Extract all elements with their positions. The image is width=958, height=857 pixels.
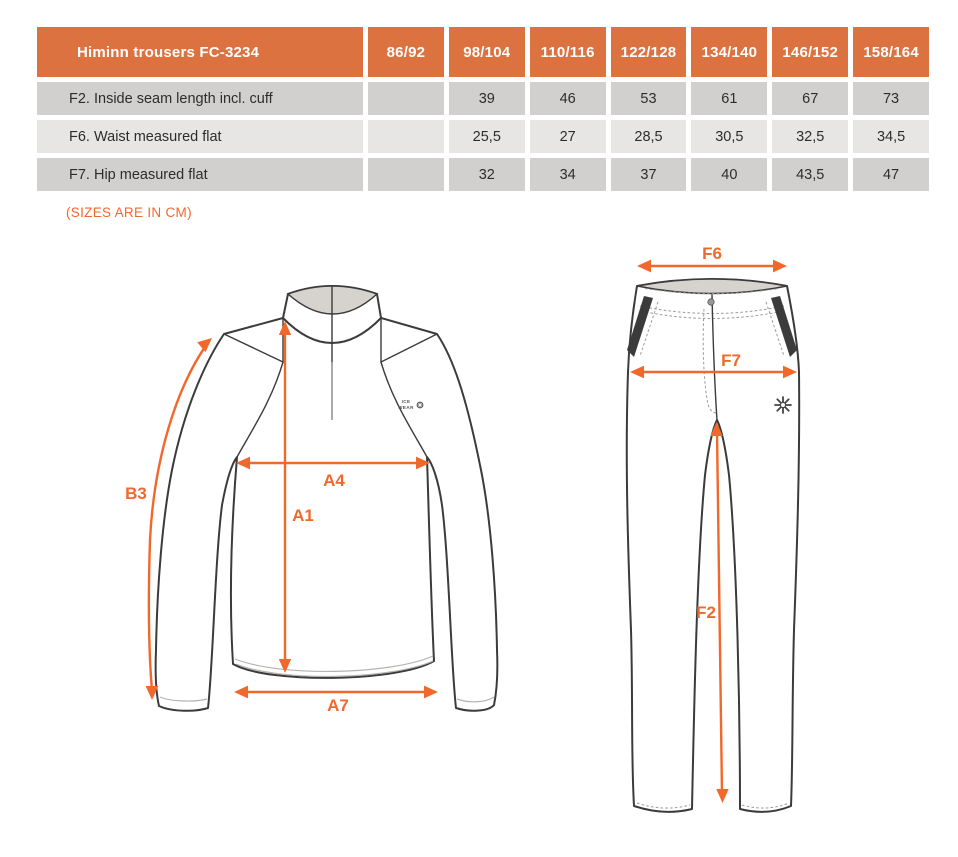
label-a7: A7 <box>327 696 349 715</box>
cell-value: 30,5 <box>691 120 767 153</box>
label-f7: F7 <box>721 351 741 370</box>
arrow-f6 <box>637 244 787 272</box>
cell-value: 46 <box>530 82 606 115</box>
label-f6: F6 <box>702 244 722 263</box>
sweater-outline <box>156 286 498 711</box>
cell-value: 34 <box>530 158 606 191</box>
cell-value: 28,5 <box>611 120 687 153</box>
cell-value: 73 <box>853 82 929 115</box>
cell-value: 32,5 <box>772 120 848 153</box>
label-a4: A4 <box>323 471 345 490</box>
cell-value: 32 <box>449 158 525 191</box>
cell-value: 40 <box>691 158 767 191</box>
cell-value: 34,5 <box>853 120 929 153</box>
size-column-header: 134/140 <box>691 27 767 77</box>
cell-value: 47 <box>853 158 929 191</box>
size-column-header: 122/128 <box>611 27 687 77</box>
row-label: F6. Waist measured flat <box>37 120 363 153</box>
cell-value: 53 <box>611 82 687 115</box>
size-column-header: 146/152 <box>772 27 848 77</box>
logo-text-bottom: WEAR <box>398 405 414 410</box>
cell-value: 25,5 <box>449 120 525 153</box>
logo-text-top: ICE <box>401 399 411 404</box>
row-label: F2. Inside seam length incl. cuff <box>37 82 363 115</box>
trousers-outline <box>627 279 799 812</box>
row-label: F7. Hip measured flat <box>37 158 363 191</box>
size-column-header: 110/116 <box>530 27 606 77</box>
units-note: (SIZES ARE IN CM) <box>66 205 192 220</box>
cell-value: 61 <box>691 82 767 115</box>
cell-value: 39 <box>449 82 525 115</box>
trousers-diagram <box>627 244 799 812</box>
arrow-a7 <box>234 686 438 715</box>
size-column-header: 98/104 <box>449 27 525 77</box>
label-a1: A1 <box>292 506 314 525</box>
table-title: Himinn trousers FC-3234 <box>37 27 363 77</box>
cell-value: 67 <box>772 82 848 115</box>
label-f2: F2 <box>696 603 716 622</box>
sweater-diagram <box>125 286 497 715</box>
size-column-header: 158/164 <box>853 27 929 77</box>
waist-button <box>708 299 714 305</box>
size-column-header: 86/92 <box>368 27 444 77</box>
cell-value: 37 <box>611 158 687 191</box>
label-b3: B3 <box>125 484 147 503</box>
cell-value: 43,5 <box>772 158 848 191</box>
cell-value: 27 <box>530 120 606 153</box>
hip-snowflake-icon <box>775 397 791 413</box>
